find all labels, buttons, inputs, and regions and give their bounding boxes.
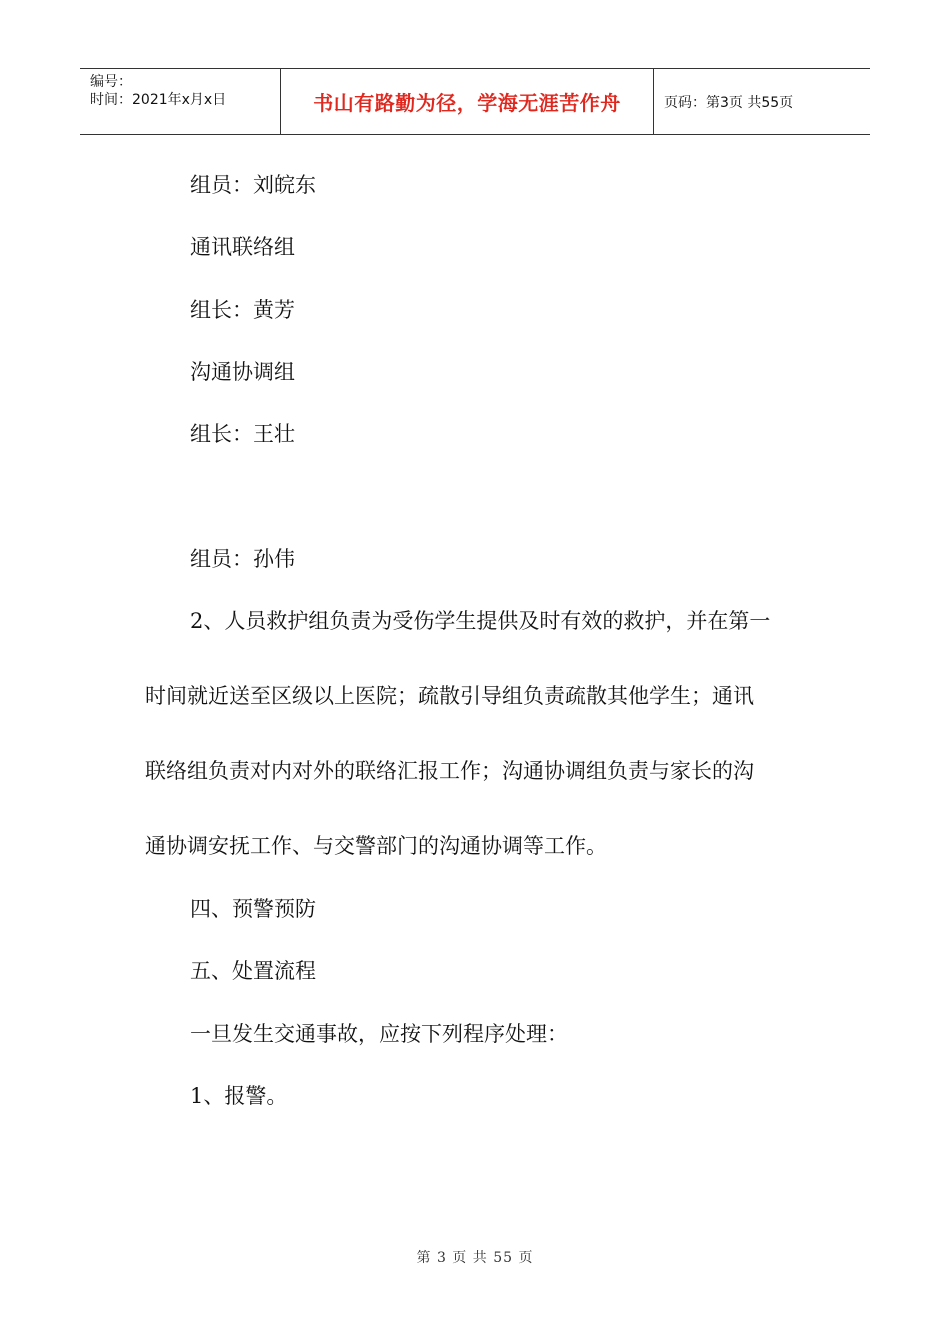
body-line: 联络组负责对内对外的联络汇报工作；沟通协调组负责与家长的沟: [145, 759, 754, 783]
body-line: 1、报警。: [190, 1084, 288, 1108]
body-line: 通讯联络组: [190, 235, 295, 259]
body-line: 2、人员救护组负责为受伤学生提供及时有效的救护，并在第一: [190, 609, 771, 633]
body-line: 时间就近送至区级以上医院；疏散引导组负责疏散其他学生；通讯: [145, 684, 754, 708]
document-date: 时间：2021年x月x日: [90, 92, 227, 108]
body-line: 组员：孙伟: [190, 547, 295, 571]
page-footer: 第 3 页 共 55 页: [416, 1250, 534, 1266]
section-heading: 五、处置流程: [190, 959, 316, 983]
document-number-label: 编号：: [90, 74, 132, 90]
body-line: 通协调安抚工作、与交警部门的沟通协调等工作。: [145, 834, 607, 858]
header-page-info: 页码：第3页 共55页: [664, 94, 794, 111]
body-line: 组员：刘皖东: [190, 173, 316, 197]
body-line: 一旦发生交通事故，应按下列程序处理：: [190, 1022, 568, 1046]
header-motto: 书山有路勤为径，学海无涯苦作舟: [281, 69, 654, 134]
section-heading: 四、预警预防: [190, 897, 316, 921]
body-line: 组长：王壮: [190, 422, 295, 446]
body-line: 沟通协调组: [190, 360, 295, 384]
body-line: 组长：黄芳: [190, 298, 295, 322]
